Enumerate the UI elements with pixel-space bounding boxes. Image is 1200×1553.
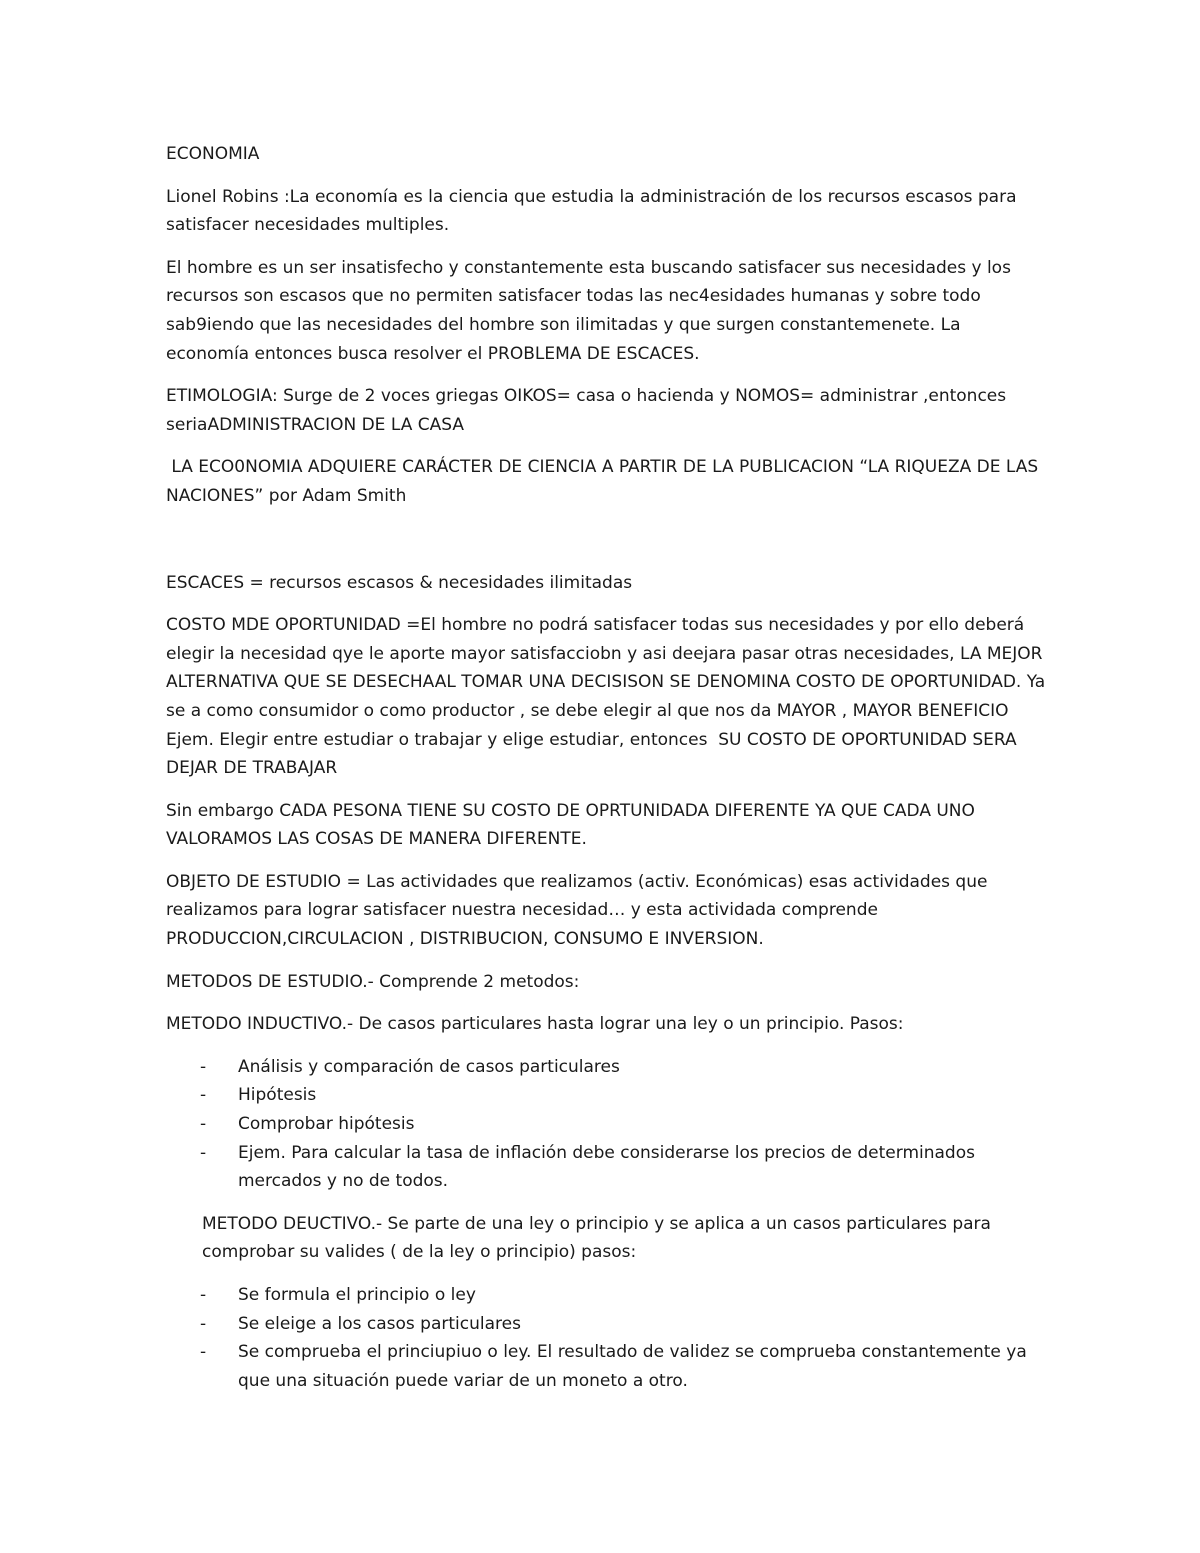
list-item [166, 1110, 1046, 1139]
paragraph-metodo-deductivo: METODO DEUCTIVO.- Se parte de una ley o principio y se aplica a un casos particulares para comprobar su valides ( de la ley o principio) pasos: [202, 1213, 997, 1263]
list-item [166, 1281, 1046, 1310]
dash-bullet: - [200, 1114, 207, 1135]
paragraph-sin-embargo: Sin embargo CADA PESONA TIENE SU COSTO DE OPRTUNIDADA DIFERENTE YA QUE CADA UNO VALORAMOS LAS COSAS DE MANERA DIFERENTE. [166, 800, 981, 850]
list-item [166, 1310, 1046, 1339]
deductive-steps-list [166, 1281, 1046, 1395]
paragraph-ciencia: LA ECO0NOMIA ADQUIERE CARÁCTER DE CIENCIA A PARTIR DE LA PUBLICACION “LA RIQUEZA DE LAS NACIONES” por Adam Smith [166, 457, 1044, 506]
list-item-text: Análisis y comparación de casos particulares [238, 1056, 620, 1077]
dash-bullet: - [200, 1313, 207, 1334]
paragraph-metodo-inductivo: METODO INDUCTIVO.- De casos particulares hasta lograr una ley o un principio. Pasos: [166, 1014, 904, 1035]
blank-line [166, 525, 1046, 569]
dash-bullet: - [200, 1285, 207, 1305]
paragraph-definition: Lionel Robins :La economía es la ciencia que estudia la administración de los recursos escasos para satisfacer necesidades multiples. [166, 186, 1022, 236]
list-item [166, 1139, 1046, 1196]
list-item-text: Se formula el principio o ley [238, 1285, 476, 1305]
list-item [166, 1081, 1046, 1110]
paragraph-metodos: METODOS DE ESTUDIO.- Comprende 2 metodos: [166, 971, 580, 992]
dash-bullet: - [200, 1085, 207, 1106]
list-item-text: Se comprueba el princiupiuo o ley. El resultado de validez se comprueba constantemente ya que una situación puede variar de un moneto a otro. [238, 1342, 1027, 1391]
document-title: ECONOMIA [166, 144, 260, 164]
dash-bullet: - [200, 1142, 207, 1163]
list-item-text: Comprobar hipótesis [238, 1114, 415, 1135]
inductive-steps-list [166, 1053, 1046, 1196]
list-item-text: Hipótesis [238, 1085, 317, 1106]
list-item [166, 1338, 1046, 1395]
list-item-text: Ejem. Para calcular la tasa de inflación debe considerarse los precios de determinados mercados y no de todos. [238, 1142, 975, 1192]
paragraph-escaces: ESCACES = recursos escasos & necesidades ilimitadas [166, 572, 633, 593]
paragraph-insatisfecho: El hombre es un ser insatisfecho y constantemente esta buscando satisfacer sus necesidades y los recursos son escasos que no permiten satisfacer todas las nec4esidades humanas y sobre todo sab9iendo que las necesidades del hombre son ilimitadas y que surgen constantemenete. La economía entonces busca resolver el PROBLEMA DE ESCACES. [166, 257, 1017, 364]
document-body [166, 140, 1051, 1409]
list-item-text: Se eleige a los casos particulares [238, 1313, 521, 1334]
list-item [166, 1053, 1046, 1082]
dash-bullet: - [200, 1342, 207, 1363]
dash-bullet: - [200, 1056, 207, 1077]
paragraph-objeto-estudio: OBJETO DE ESTUDIO = Las actividades que realizamos (activ. Económicas) esas actividades que realizamos para lograr satisfacer nuestra necesidad… y esta actividada comprende PRODUCCION,CIRCULACION , DISTRIBUCION, CONSUMO E INVERSION. [166, 871, 993, 950]
paragraph-costo-oportunidad: COSTO MDE OPORTUNIDAD =El hombre no podrá satisfacer todas sus necesidades y por ello deberá elegir la necesidad qye le aporte mayor satisfacciobn y asi deejara pasar otras necesidades, LA MEJOR ALTERNATIVA QUE SE DESECHAAL TOMAR UNA DECISISON SE DENOMINA COSTO DE OPORTUNIDAD. Ya se a como consumidor o como productor , se debe elegir al que nos da MAYOR , MAYOR BENEFICIO Ejem. Elegir entre estudiar o trabajar y elige estudiar, entonces SU COSTO DE OPORTUNIDAD SERA DEJAR DE TRABAJAR [166, 615, 1051, 779]
paragraph-etimologia: ETIMOLOGIA: Surge de 2 voces griegas OIKOS= casa o hacienda y NOMOS= administrar ,entonces seriaADMINISTRACION DE LA CASA [166, 386, 1012, 435]
